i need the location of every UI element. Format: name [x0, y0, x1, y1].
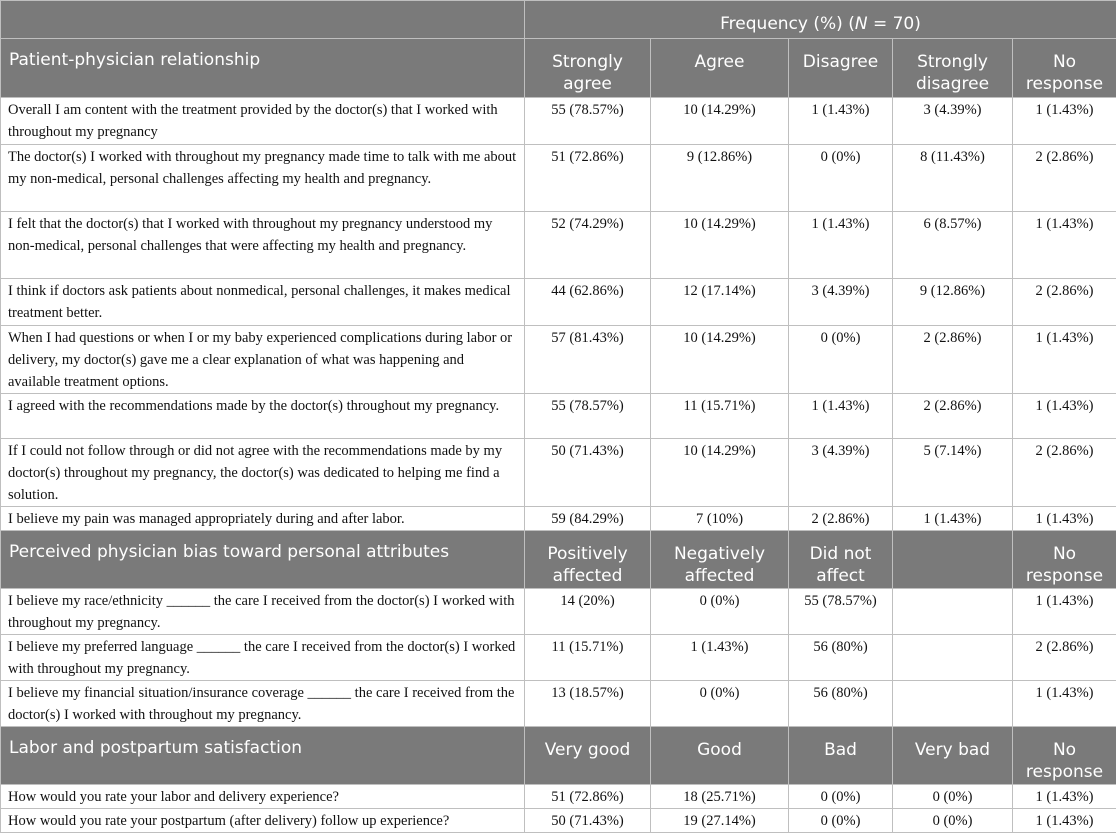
table-row — [1, 98, 1116, 145]
section-title: Patient-physician relationship — [1, 39, 525, 98]
table-row — [1, 681, 1116, 727]
value-cell-col-5: 1 (1.43%) — [1013, 394, 1116, 439]
value-cell-col-5: 1 (1.43%) — [1013, 507, 1116, 531]
column-header: No response — [1013, 727, 1116, 785]
column-header: Very good — [525, 727, 651, 785]
value-cell-col-3: 1 (1.43%) — [789, 394, 893, 439]
question-cell: How would you rate your postpartum (after delivery) follow up experience? — [1, 809, 525, 833]
column-header: No response — [1013, 531, 1116, 589]
value-cell-col-3: 2 (2.86%) — [789, 507, 893, 531]
value-cell-col-4: 2 (2.86%) — [893, 394, 1013, 439]
value-cell-col-1: 13 (18.57%) — [525, 681, 651, 727]
value-cell-col-1: 59 (84.29%) — [525, 507, 651, 531]
value-cell-col-4: 5 (7.14%) — [893, 439, 1013, 507]
column-header — [893, 531, 1013, 589]
value-cell-col-5: 1 (1.43%) — [1013, 326, 1116, 394]
value-cell-col-4: 6 (8.57%) — [893, 212, 1013, 279]
header-blank-cell — [1, 1, 525, 39]
column-header: Agree — [651, 39, 789, 98]
value-cell-col-3: 0 (0%) — [789, 809, 893, 833]
value-cell-col-2: 10 (14.29%) — [651, 326, 789, 394]
value-cell-col-1: 51 (72.86%) — [525, 145, 651, 212]
value-cell-col-3: 3 (4.39%) — [789, 279, 893, 326]
table-row — [1, 212, 1116, 279]
value-cell-col-1: 50 (71.43%) — [525, 439, 651, 507]
column-header: Bad — [789, 727, 893, 785]
value-cell-col-4 — [893, 635, 1013, 681]
table-row — [1, 279, 1116, 326]
section-header-row — [1, 39, 1116, 98]
section-header-row — [1, 531, 1116, 589]
value-cell-col-2: 19 (27.14%) — [651, 809, 789, 833]
section-title: Perceived physician bias toward personal attributes — [1, 531, 525, 589]
value-cell-col-1: 55 (78.57%) — [525, 394, 651, 439]
question-cell: I think if doctors ask patients about nonmedical, personal challenges, it makes medical treatment better. — [1, 279, 525, 326]
value-cell-col-5: 2 (2.86%) — [1013, 279, 1116, 326]
column-header: Strongly disagree — [893, 39, 1013, 98]
value-cell-col-2: 10 (14.29%) — [651, 439, 789, 507]
value-cell-col-3: 3 (4.39%) — [789, 439, 893, 507]
value-cell-col-2: 12 (17.14%) — [651, 279, 789, 326]
question-cell: How would you rate your labor and delivery experience? — [1, 785, 525, 809]
value-cell-col-1: 11 (15.71%) — [525, 635, 651, 681]
question-cell: I agreed with the recommendations made by the doctor(s) throughout my pregnancy. — [1, 394, 525, 439]
value-cell-col-4: 0 (0%) — [893, 809, 1013, 833]
value-cell-col-4: 3 (4.39%) — [893, 98, 1013, 145]
value-cell-col-1: 44 (62.86%) — [525, 279, 651, 326]
frequency-header-row — [1, 1, 1116, 39]
question-cell: The doctor(s) I worked with throughout my pregnancy made time to talk with me about my non-medical, personal challenges affecting my health and pregnancy. — [1, 145, 525, 212]
table-row — [1, 589, 1116, 635]
value-cell-col-4: 1 (1.43%) — [893, 507, 1013, 531]
table-row — [1, 394, 1116, 439]
value-cell-col-4: 2 (2.86%) — [893, 326, 1013, 394]
value-cell-col-1: 57 (81.43%) — [525, 326, 651, 394]
frequency-header — [525, 1, 1116, 39]
table-row — [1, 635, 1116, 681]
column-header: Very bad — [893, 727, 1013, 785]
column-header: Positively affected — [525, 531, 651, 589]
question-cell: I believe my pain was managed appropriately during and after labor. — [1, 507, 525, 531]
question-cell: If I could not follow through or did not agree with the recommendations made by my doctor(s) throughout my pregnancy, the doctor(s) was dedicated to helping me find a solution. — [1, 439, 525, 507]
table-row — [1, 326, 1116, 394]
value-cell-col-5: 1 (1.43%) — [1013, 589, 1116, 635]
sample-size-label: N — [854, 14, 868, 34]
value-cell-col-3: 0 (0%) — [789, 145, 893, 212]
value-cell-col-2: 9 (12.86%) — [651, 145, 789, 212]
question-cell: When I had questions or when I or my baby experienced complications during labor or delivery, my doctor(s) gave me a clear explanation of what was happening and available treatment options. — [1, 326, 525, 394]
question-cell: Overall I am content with the treatment provided by the doctor(s) that I worked with throughout my pregnancy — [1, 98, 525, 145]
section-header-row — [1, 727, 1116, 785]
value-cell-col-4 — [893, 681, 1013, 727]
value-cell-col-4: 9 (12.86%) — [893, 279, 1013, 326]
value-cell-col-1: 55 (78.57%) — [525, 98, 651, 145]
value-cell-col-2: 11 (15.71%) — [651, 394, 789, 439]
value-cell-col-2: 0 (0%) — [651, 681, 789, 727]
table-row — [1, 507, 1116, 531]
question-cell: I believe my financial situation/insurance coverage ______ the care I received from the doctor(s) I worked with throughout my pregnancy. — [1, 681, 525, 727]
value-cell-col-2: 18 (25.71%) — [651, 785, 789, 809]
value-cell-col-5: 1 (1.43%) — [1013, 98, 1116, 145]
frequency-header-prefix: Frequency (%) ( — [720, 14, 855, 34]
value-cell-col-5: 2 (2.86%) — [1013, 439, 1116, 507]
column-header: No response — [1013, 39, 1116, 98]
table-row — [1, 809, 1116, 833]
value-cell-col-3: 0 (0%) — [789, 326, 893, 394]
value-cell-col-5: 1 (1.43%) — [1013, 681, 1116, 727]
value-cell-col-3: 1 (1.43%) — [789, 212, 893, 279]
value-cell-col-3: 56 (80%) — [789, 635, 893, 681]
value-cell-col-1: 50 (71.43%) — [525, 809, 651, 833]
value-cell-col-4: 0 (0%) — [893, 785, 1013, 809]
value-cell-col-5: 1 (1.43%) — [1013, 809, 1116, 833]
value-cell-col-3: 1 (1.43%) — [789, 98, 893, 145]
column-header: Negatively affected — [651, 531, 789, 589]
table-row — [1, 785, 1116, 809]
value-cell-col-5: 2 (2.86%) — [1013, 145, 1116, 212]
column-header: Disagree — [789, 39, 893, 98]
value-cell-col-2: 7 (10%) — [651, 507, 789, 531]
column-header: Good — [651, 727, 789, 785]
question-cell: I believe my race/ethnicity ______ the care I received from the doctor(s) I worked with throughout my pregnancy. — [1, 589, 525, 635]
value-cell-col-4 — [893, 589, 1013, 635]
table-row — [1, 439, 1116, 507]
value-cell-col-1: 51 (72.86%) — [525, 785, 651, 809]
section-title: Labor and postpartum satisfaction — [1, 727, 525, 785]
value-cell-col-1: 14 (20%) — [525, 589, 651, 635]
value-cell-col-5: 2 (2.86%) — [1013, 635, 1116, 681]
question-cell: I believe my preferred language ______ the care I received from the doctor(s) I worked with throughout my pregnancy. — [1, 635, 525, 681]
value-cell-col-2: 1 (1.43%) — [651, 635, 789, 681]
value-cell-col-2: 0 (0%) — [651, 589, 789, 635]
value-cell-col-3: 0 (0%) — [789, 785, 893, 809]
column-header: Did not affect — [789, 531, 893, 589]
table-row — [1, 145, 1116, 212]
frequency-header-suffix: = 70) — [867, 14, 921, 34]
value-cell-col-4: 8 (11.43%) — [893, 145, 1013, 212]
value-cell-col-2: 10 (14.29%) — [651, 98, 789, 145]
value-cell-col-1: 52 (74.29%) — [525, 212, 651, 279]
question-cell: I felt that the doctor(s) that I worked with throughout my pregnancy understood my non-medical, personal challenges that were affecting my health and pregnancy. — [1, 212, 525, 279]
value-cell-col-3: 56 (80%) — [789, 681, 893, 727]
value-cell-col-2: 10 (14.29%) — [651, 212, 789, 279]
value-cell-col-3: 55 (78.57%) — [789, 589, 893, 635]
value-cell-col-5: 1 (1.43%) — [1013, 212, 1116, 279]
column-header: Strongly agree — [525, 39, 651, 98]
value-cell-col-5: 1 (1.43%) — [1013, 785, 1116, 809]
